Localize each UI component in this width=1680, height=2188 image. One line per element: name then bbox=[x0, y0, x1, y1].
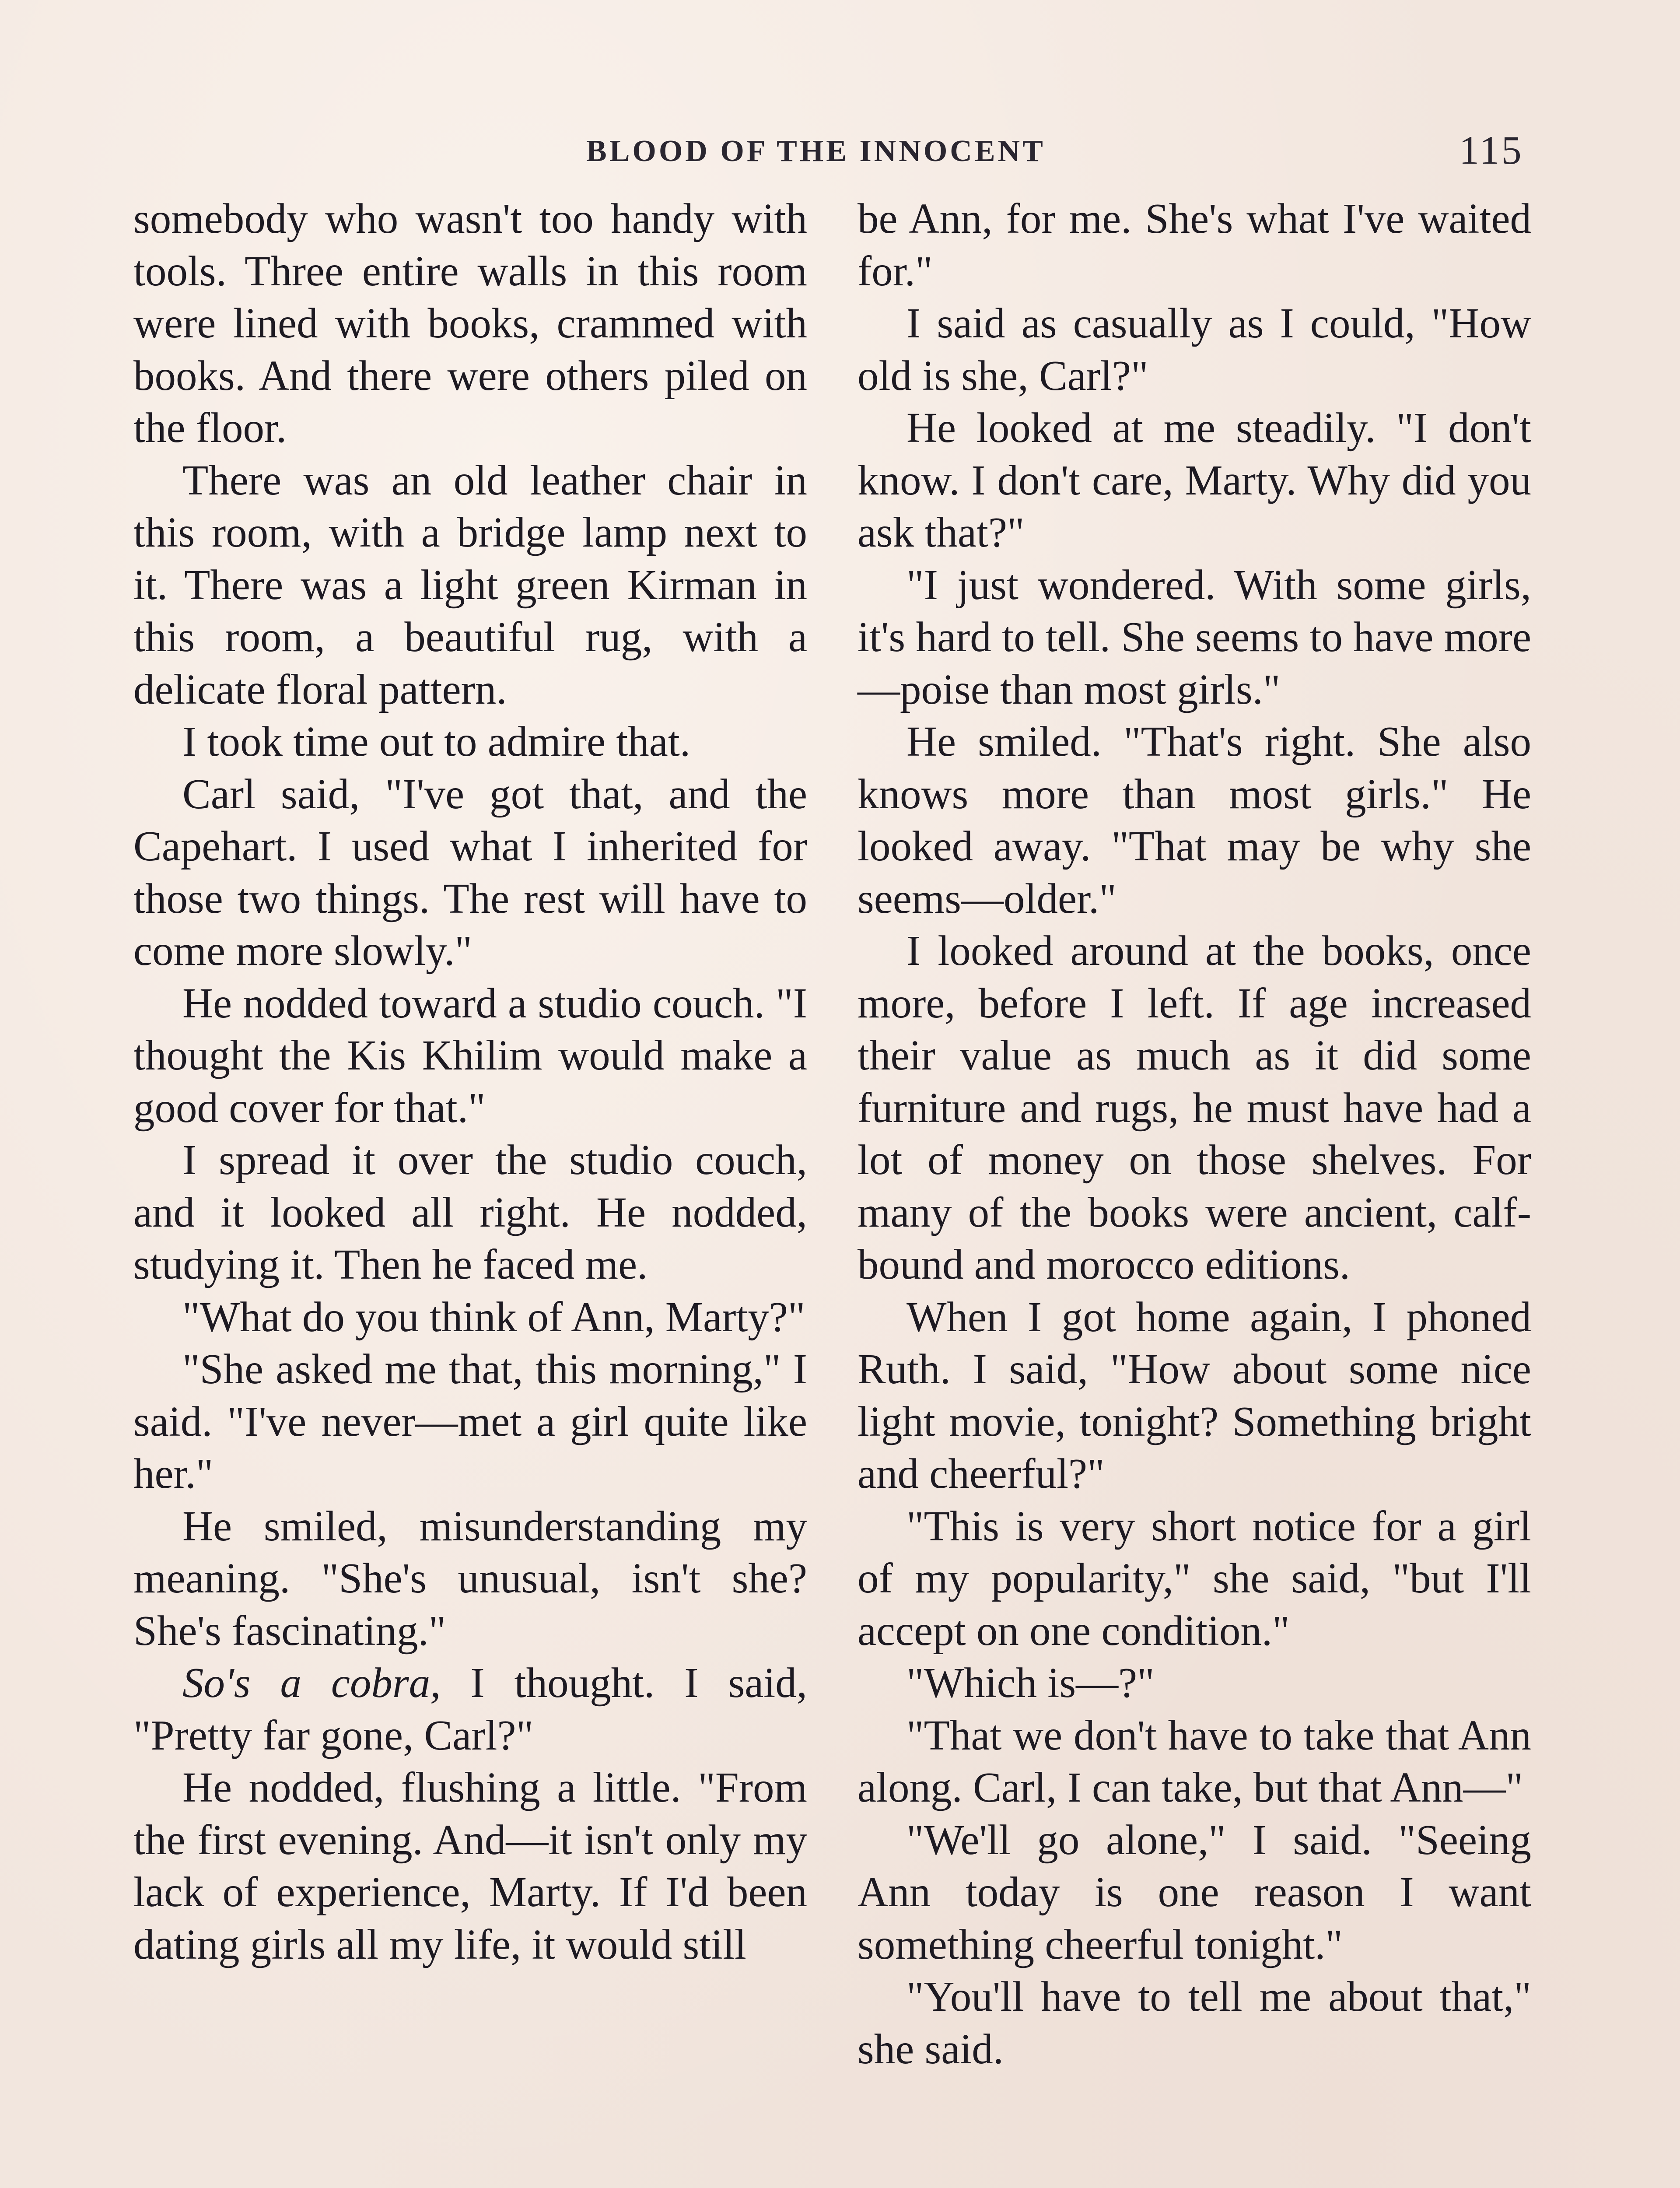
paragraph: When I got home again, I phoned Ruth. I said, "How about some nice light movie, tonight? Something bright and cheerful?" bbox=[858, 1293, 1531, 1497]
paragraph: be Ann, for me. She's what I've waited for." bbox=[858, 195, 1531, 295]
paragraph: There was an old leather chair in this room, with a bridge lamp next to it. There was a light green Kirman in this room, a beautiful rug, with a delicate floral pattern. bbox=[133, 456, 807, 713]
paragraph: "This is very short notice for a girl of my popularity," she said, "but I'll accept on one condition." bbox=[858, 1502, 1531, 1654]
paragraph: Carl said, "I've got that, and the Capehart. I used what I inherited for those two things. The rest will have to come more slowly." bbox=[133, 770, 807, 974]
paragraph: He looked at me steadily. "I don't know. I don't care, Marty. Why did you ask that?" bbox=[858, 404, 1531, 556]
running-title: BLOOD OF THE INNOCENT bbox=[586, 134, 1046, 168]
paragraph: "I just wondered. With some girls, it's hard to tell. She seems to have more—poise than most girls." bbox=[858, 561, 1531, 713]
paragraph: somebody who wasn't too handy with tools. Three entire walls in this room were lined with books, crammed with books. And there were others piled on the floor. bbox=[133, 195, 807, 451]
paragraph: He smiled, misunderstanding my meaning. "She's unusual, isn't she? She's fascinating." bbox=[133, 1502, 807, 1654]
paragraph: "She asked me that, this morning," I said. "I've never—met a girl quite like her." bbox=[133, 1346, 807, 1497]
paragraph: He nodded toward a studio couch. "I thought the Kis Khilim would make a good cover for that." bbox=[133, 979, 807, 1131]
right-column bbox=[858, 193, 1531, 2075]
paragraph: "We'll go alone," I said. "Seeing Ann today is one reason I want something cheerful tonight." bbox=[858, 1816, 1531, 1968]
page-number: 115 bbox=[1459, 128, 1523, 172]
paragraph: "What do you think of Ann, Marty?" bbox=[182, 1293, 805, 1340]
paragraph: He smiled. "That's right. She also knows more than most girls." He looked away. "That may be why she seems—older." bbox=[858, 718, 1531, 922]
paragraph: So's a cobra, I thought. I said, "Pretty far gone, Carl?" bbox=[133, 1659, 807, 1759]
paragraph: "Which is—?" bbox=[906, 1659, 1155, 1706]
left-column bbox=[133, 193, 807, 1971]
paragraph: I looked around at the books, once more, before I left. If age increased their value as much as it did some furniture and rugs, he must have had a lot of money on those shelves. For many of the books were ancient, calf-bound and morocco editions. bbox=[858, 927, 1531, 1288]
paragraph: I said as casually as I could, "How old is she, Carl?" bbox=[858, 300, 1531, 399]
paragraph: "That we don't have to take that Ann along. Carl, I can take, but that Ann—" bbox=[858, 1711, 1531, 1811]
paragraph: I spread it over the studio couch, and it looked all right. He nodded, studying it. Then he faced me. bbox=[133, 1136, 807, 1288]
italic-thought: So's a cobra, bbox=[182, 1659, 441, 1706]
paragraph: He nodded, flushing a little. "From the first evening. And—it isn't only my lack of experience, Marty. If I'd been dating girls all my life, it would still bbox=[133, 1764, 807, 1968]
paragraph: I took time out to admire that. bbox=[182, 718, 691, 765]
paragraph: "You'll have to tell me about that," she said. bbox=[858, 1973, 1531, 2072]
